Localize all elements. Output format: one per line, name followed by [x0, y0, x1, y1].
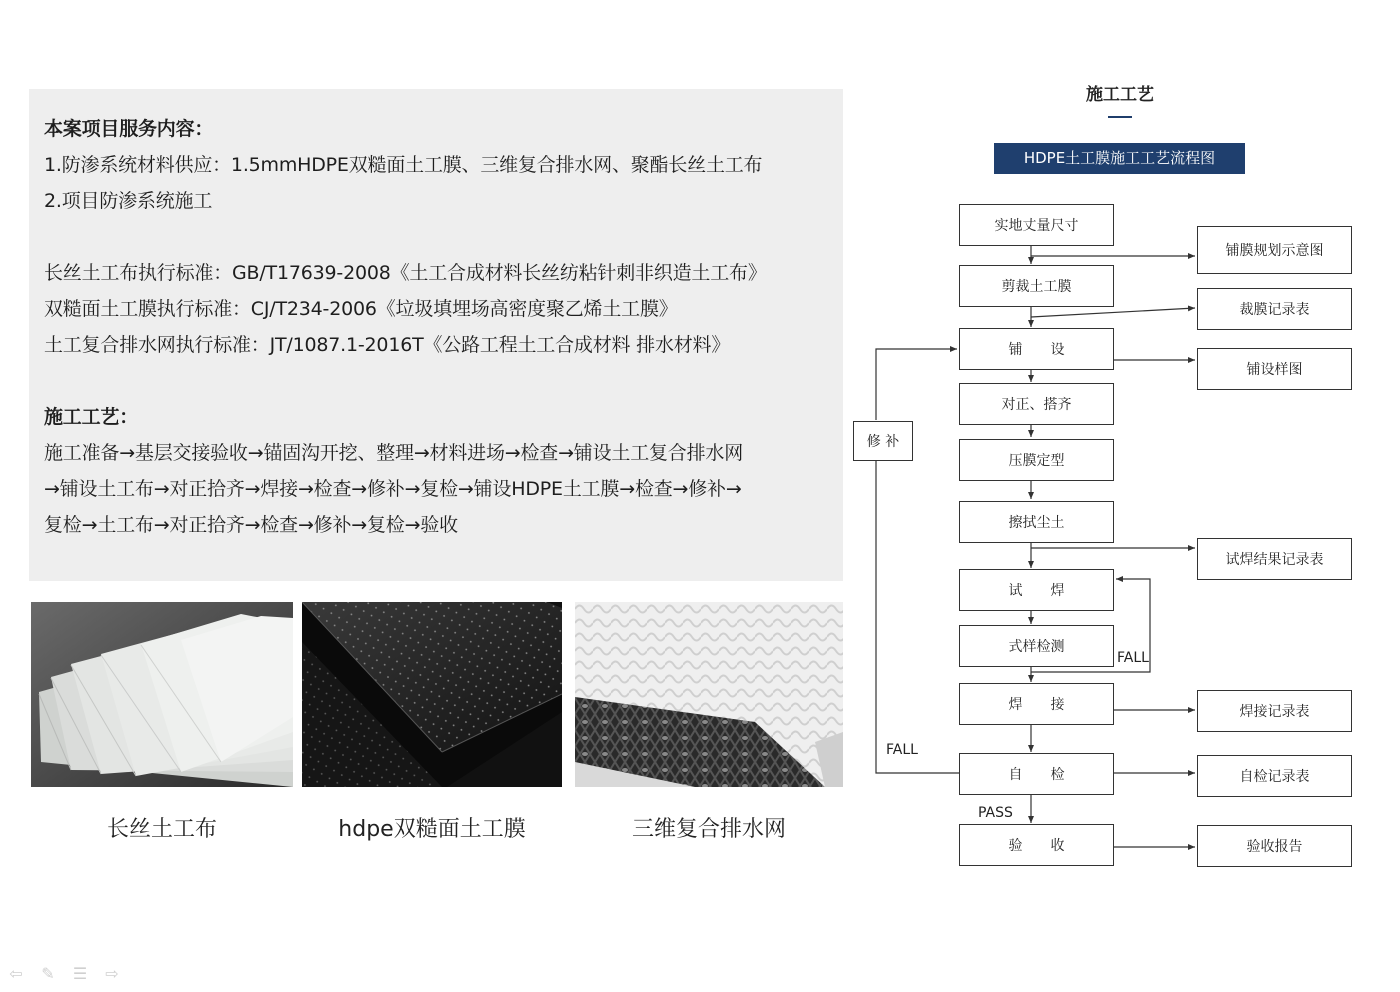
- standard-line-2: 双糙面土工膜执行标准：CJ/T234-2006《垃圾填埋场高密度聚乙烯土工膜》: [44, 298, 678, 320]
- info-panel: [29, 89, 843, 581]
- section-title: 施工工艺: [1086, 85, 1154, 105]
- fall-label-weld: FALL: [1117, 650, 1149, 666]
- process-heading: 施工工艺：: [44, 406, 139, 428]
- step-lay: 铺 设: [959, 328, 1114, 370]
- step-measure: 实地丈量尺寸: [959, 204, 1114, 246]
- standard-line-1: 长丝土工布执行标准：GB/T17639-2008《土工合成材料长丝纺粘针刺非织造土工布》: [44, 262, 767, 284]
- spacer: [44, 219, 843, 255]
- record-trial-weld: 试焊结果记录表: [1197, 538, 1352, 580]
- photo-caption-3: 三维复合排水网: [631, 817, 786, 842]
- service-heading: 本案项目服务内容：: [44, 118, 214, 140]
- repair-node: 修 补: [853, 421, 913, 461]
- slide-nav-toolbar: [4, 962, 124, 986]
- record-accept-report: 验收报告: [1197, 825, 1352, 867]
- record-layout-plan: 铺膜规划示意图: [1197, 226, 1352, 274]
- step-wipe: 擦拭尘土: [959, 501, 1114, 543]
- title-underline: [1108, 116, 1132, 118]
- fall-label-check: FALL: [886, 742, 918, 758]
- standard-line-3: 土工复合排水网执行标准：JT/1087.1-2016T《公路工程土工合成材料 排水材料》: [44, 334, 731, 356]
- record-cut: 裁膜记录表: [1197, 288, 1352, 330]
- record-lay-sample: 铺设样图: [1197, 348, 1352, 390]
- process-line-2: →铺设土工布→对正拾齐→焊接→检查→修补→复检→铺设HDPE土工膜→检查→修补→: [44, 478, 742, 500]
- step-weld: 焊 接: [959, 683, 1114, 725]
- service-item-1: 1.防渗系统材料供应：1.5mmHDPE双糙面土工膜、三维复合排水网、聚酯长丝土工布: [44, 154, 763, 176]
- photo-caption-2: hdpe双糙面土工膜: [338, 817, 526, 842]
- step-self-check: 自 检: [959, 753, 1114, 795]
- hdpe-membrane-photo: [302, 602, 562, 787]
- step-align: 对正、搭齐: [959, 383, 1114, 425]
- record-self-check: 自检记录表: [1197, 755, 1352, 797]
- service-item-2: 2.项目防渗系统施工: [44, 190, 213, 212]
- next-arrow-icon[interactable]: ⇨: [105, 964, 119, 983]
- step-sample-test: 式样检测: [959, 625, 1114, 667]
- step-cut: 剪裁土工膜: [959, 265, 1114, 307]
- process-line-3: 复检→土工布→对正拾齐→检查→修补→复检→验收: [44, 514, 458, 536]
- pen-icon[interactable]: ✎: [41, 964, 55, 983]
- step-trial-weld: 试 焊: [959, 569, 1114, 611]
- process-line-1: 施工准备→基层交接验收→锚固沟开挖、整理→材料进场→检查→铺设土工复合排水网: [44, 442, 744, 464]
- geotextile-photo: [31, 602, 293, 787]
- step-press: 压膜定型: [959, 439, 1114, 481]
- prev-arrow-icon[interactable]: ⇦: [9, 964, 23, 983]
- record-weld: 焊接记录表: [1197, 690, 1352, 732]
- photo-caption-1: 长丝土工布: [106, 817, 217, 842]
- menu-icon[interactable]: ☰: [72, 964, 88, 983]
- spacer: [44, 363, 843, 399]
- step-accept: 验 收: [959, 824, 1114, 866]
- flowchart-banner: HDPE土工膜施工工艺流程图: [994, 143, 1245, 174]
- pass-label: PASS: [978, 805, 1013, 821]
- drainage-net-photo: [575, 602, 843, 787]
